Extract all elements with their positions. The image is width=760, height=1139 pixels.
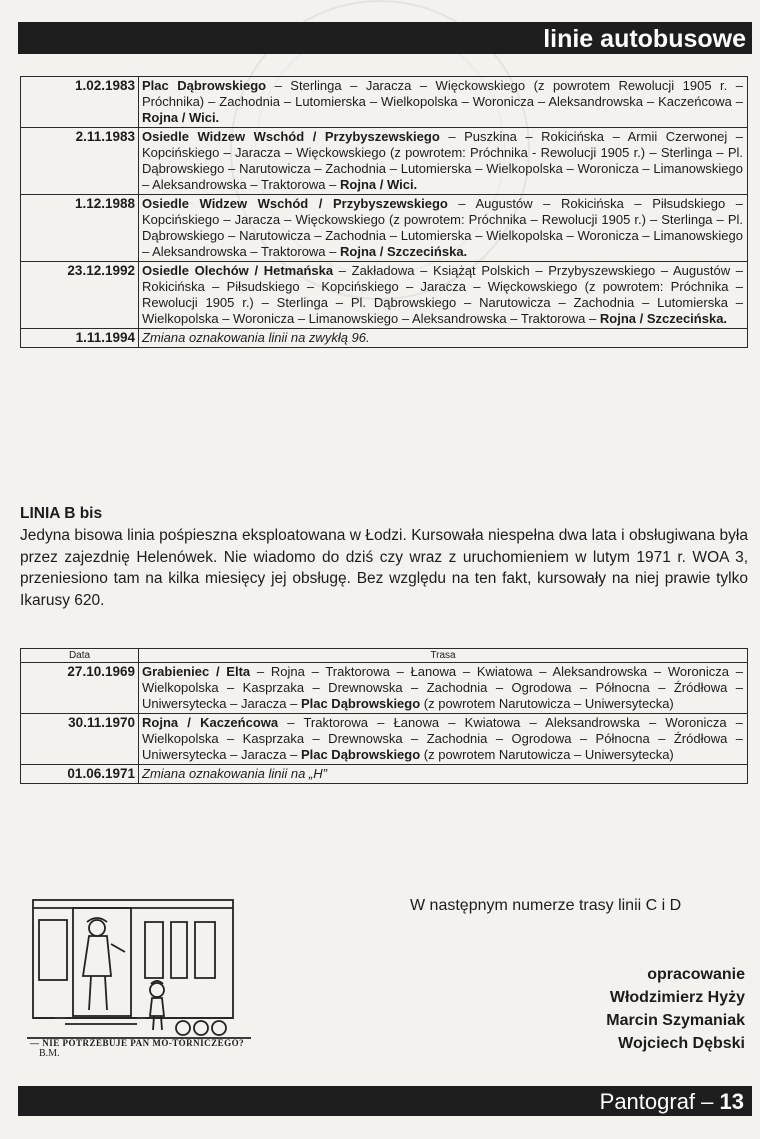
cartoon-signature: B.M. xyxy=(39,1048,60,1059)
credits-label: opracowanie xyxy=(647,966,745,983)
route-terminus: Rojna / Kaczeńcowa xyxy=(142,715,279,730)
table-row xyxy=(21,663,748,714)
page-number: 13 xyxy=(719,1089,744,1114)
route-streets: Zmiana oznakowania linii na „H” xyxy=(142,766,327,781)
table-row xyxy=(21,765,748,784)
route-streets: (z powrotem Narutowicza – Uniwersytecka) xyxy=(420,696,674,711)
route-terminus: Rojna / Szczecińska. xyxy=(599,311,728,326)
route-streets: – Zakładowa – Książąt Polskich – Przybyszewskiego – Augustów – Rokicińska – Piłsudskiego – Kopcińskiego – Jaracza – Więckowskiego (z powrotem: Próchnika – Rewolucji 1905 r.) – Sterlinga – Pl. Dąbrowskiego – Narutowicza – Zachodnia – Lutomierska – Wielkopolska – Woronicza – Limanowskiego – Aleksandrowska – Traktorowa – xyxy=(142,263,743,326)
table-row xyxy=(21,195,748,262)
section-title: LINIA B bis xyxy=(20,505,103,522)
route-streets: – Traktorowa – Łanowa – Kwiatowa – Aleksandrowska – Woronicza – Wielkopolska – Kasprzaka – Drewnowska – Zachodnia – Ogrodowa – Północna – Źródłowa – Uniwersytecka – Jaracza – xyxy=(142,715,743,762)
row-route xyxy=(139,262,748,329)
credits-author: Marcin Szymaniak xyxy=(606,1012,745,1029)
table-header-row xyxy=(21,649,748,663)
row-date: 23.12.1992 xyxy=(21,262,139,329)
row-route xyxy=(139,128,748,195)
magazine-name: Pantograf xyxy=(599,1089,696,1114)
row-date: 1.02.1983 xyxy=(21,77,139,128)
cartoon-caption: — NIE POTRZEBUJE PAN MO-TORNICZEGO? xyxy=(30,1038,245,1048)
row-date: 01.06.1971 xyxy=(21,765,139,784)
footer-separator: – xyxy=(695,1089,720,1114)
route-terminus: Grabieniec / Elta xyxy=(142,664,251,679)
table-row xyxy=(21,262,748,329)
row-route xyxy=(139,77,748,128)
routes-table-2 xyxy=(20,648,748,784)
route-streets: Zmiana oznakowania linii na zwykłą 96. xyxy=(142,330,370,345)
next-issue-note: W następnym numerze trasy linii C i D xyxy=(410,897,682,914)
column-header-date: Data xyxy=(21,649,139,663)
section-header: linie autobusowe xyxy=(18,22,752,54)
route-terminus: Plac Dąbrowskiego xyxy=(142,78,267,93)
route-streets: – Sterlinga – Jaracza – Więckowskiego (z powrotem Rewolucji 1905 r. – Próchnika) – Zachodnia – Lutomierska – Wielkopolska – Woronicza – Aleksandrowska – Kaczeńcowa – xyxy=(142,78,743,109)
row-date: 1.11.1994 xyxy=(21,329,139,348)
route-terminus: Plac Dąbrowskiego xyxy=(300,747,421,762)
route-terminus: Rojna / Wici. xyxy=(340,177,418,192)
row-date: 30.11.1970 xyxy=(21,714,139,765)
row-route xyxy=(139,714,748,765)
route-terminus: Rojna / Szczecińska. xyxy=(340,244,468,259)
credits-author: Włodzimierz Hyży xyxy=(609,989,745,1006)
row-route xyxy=(139,765,748,784)
credits-author: Wojciech Dębski xyxy=(618,1035,745,1052)
column-header-route: Trasa xyxy=(139,649,748,663)
route-terminus: Osiedle Olechów / Hetmańska xyxy=(142,263,334,278)
table-row xyxy=(21,329,748,348)
route-terminus: Rojna / Wici. xyxy=(142,110,220,125)
row-date: 1.12.1988 xyxy=(21,195,139,262)
page-footer xyxy=(18,1086,752,1116)
route-terminus: Osiedle Widzew Wschód / Przybyszewskiego xyxy=(142,129,440,144)
table-row xyxy=(21,77,748,128)
row-route xyxy=(139,329,748,348)
route-terminus: Plac Dąbrowskiego xyxy=(300,696,421,711)
routes-table-1 xyxy=(20,76,748,348)
route-streets: – Rojna – Traktorowa – Łanowa – Kwiatowa – Aleksandrowska – Woronicza – Wielkopolska – Kasprzaka – Drewnowska – Zachodnia – Ogrodowa – Północna – Źródłowa – Uniwersytecka – Jaracza – xyxy=(142,664,743,711)
row-date: 2.11.1983 xyxy=(21,128,139,195)
route-terminus: Osiedle Widzew Wschód / Przybyszewskiego xyxy=(142,196,448,211)
section-paragraph: Jedyna bisowa linia pośpieszna eksploatowana w Łodzi. Kursowała niespełna dwa lata i obsługiwana była przez zajezdnię Helenówek. Nie wiadomo do dziś czy wraz z uruchomieniem w lutym 1971 r. WOA 3, przeniesiono tam na kilka miesięcy jej obsługę. Bez względu na ten fakt, kursowały na niej prawie tylko Ikarusy 620. xyxy=(20,527,748,609)
route-streets: (z powrotem Narutowicza – Uniwersytecka) xyxy=(420,747,674,762)
table-row xyxy=(21,714,748,765)
row-route xyxy=(139,195,748,262)
table-row xyxy=(21,128,748,195)
route-streets: – Augustów – Rokicińska – Piłsudskiego – Kopcińskiego – Jaracza – Więckowskiego (z powrotem: Próchnika – Rewolucji 1905 r.) – Sterlinga – Pl. Dąbrowskiego – Narutowicza – Zachodnia – Lutomierska – Wielkopolska – Woronicza – Limanowskiego – Aleksandrowska – Traktorowa – xyxy=(142,196,743,259)
route-streets: – Puszkina – Rokicińska – Armii Czerwonej – Kopcińskiego – Jaracza – Więckowskiego (z powrotem: Próchnika - Rewolucji 1905 r.) – Sterlinga – Pl. Dąbrowskiego – Narutowicza – Zachodnia – Lutomierska – Wielkopolska – Woronicza – Limanowskiego – Aleksandrowska – Traktorowa – xyxy=(142,129,743,192)
row-date: 27.10.1969 xyxy=(21,663,139,714)
credits-block xyxy=(606,963,745,1055)
row-route xyxy=(139,663,748,714)
